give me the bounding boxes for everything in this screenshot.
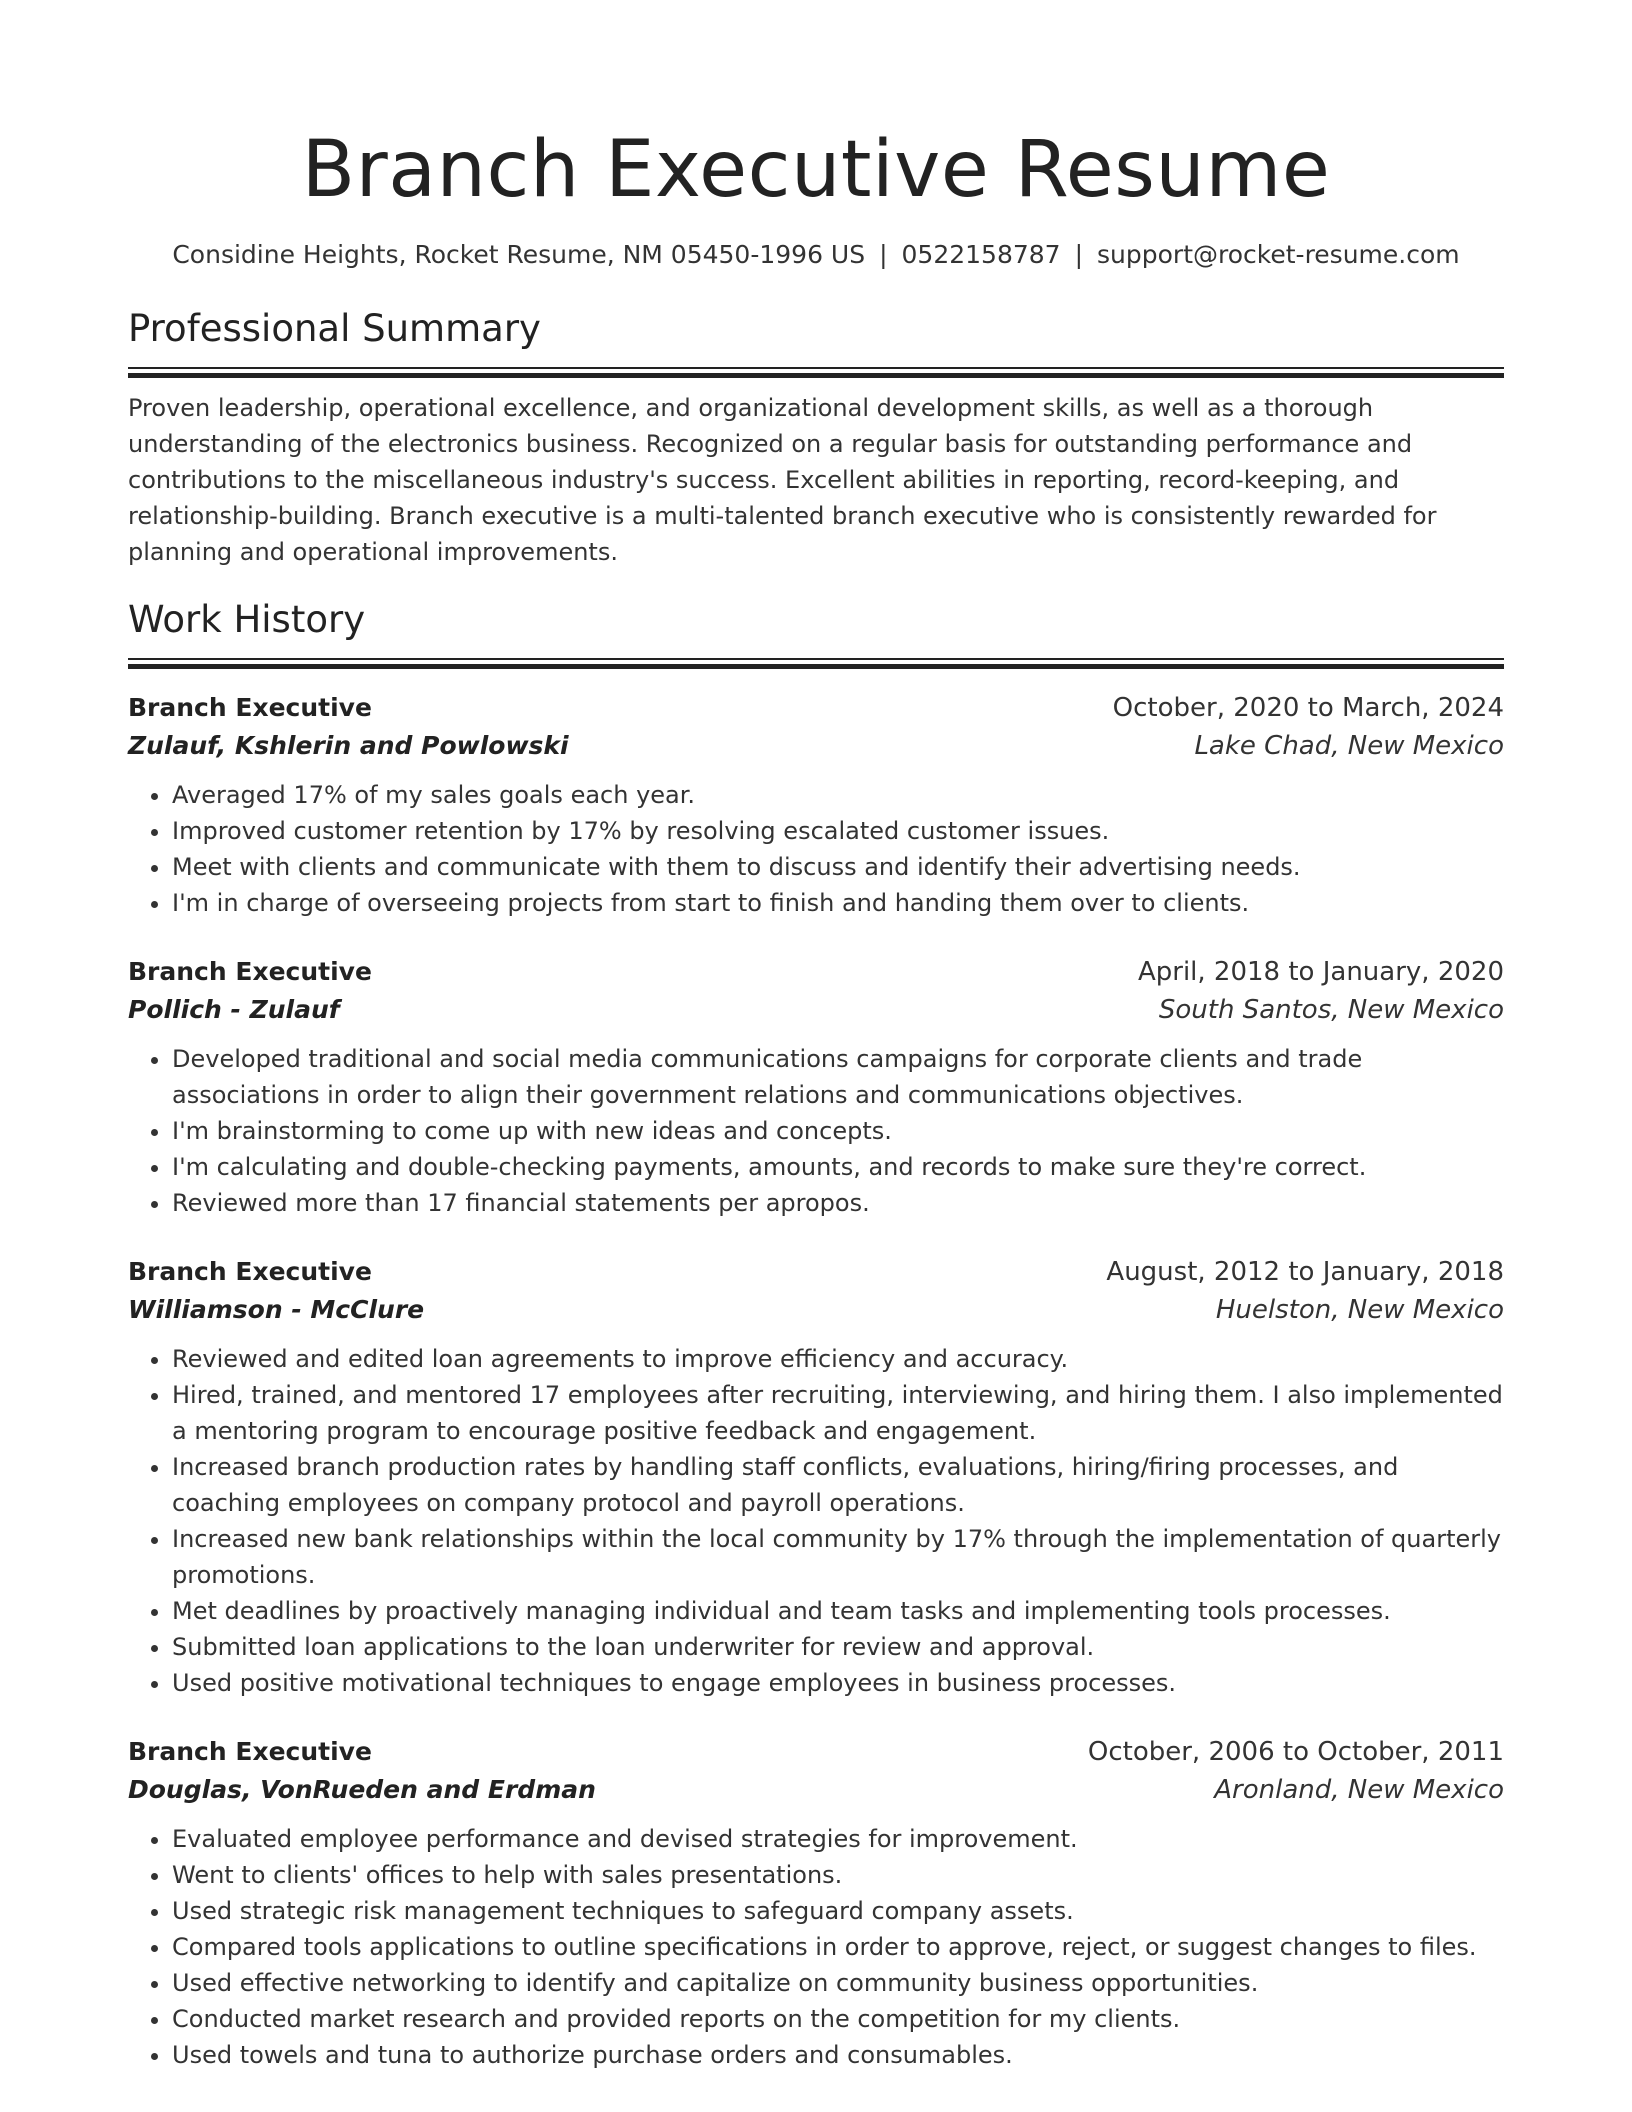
job-bullet: • Evaluated employee performance and devised strategies for improvement. bbox=[172, 1821, 1504, 1857]
job-bullet: • Used towels and tuna to authorize purchase orders and consumables. bbox=[172, 2037, 1504, 2073]
job-company: Zulauf, Kshlerin and Powlowski bbox=[128, 731, 569, 760]
professional-summary-text: Proven leadership, operational excellence, and organizational development skills, as well as a thorough understanding of the electronics business. Recognized on a regular basis for outstanding performance and contributions to the miscellaneous industry's success. Excellent abilities in reporting, record-keeping, and relationship-building. Branch executive is a multi-talented branch executive who is consistently rewarded for planning and operational improvements. bbox=[128, 394, 1437, 566]
work-history-heading: Work History bbox=[128, 598, 366, 641]
job-entry bbox=[128, 689, 1504, 921]
job-company-row bbox=[128, 1771, 1504, 1809]
job-title-row bbox=[128, 953, 1504, 991]
job-bullet: • Used effective networking to identify and capitalize on community business opportunities. bbox=[172, 1965, 1504, 2001]
resume-title: Branch Executive Resume bbox=[301, 125, 1331, 215]
job-bullet: • Increased branch production rates by handling staff conflicts, evaluations, hiring/firing processes, and coaching employees on company protocol and payroll operations. bbox=[172, 1449, 1504, 1521]
job-title-row bbox=[128, 1733, 1504, 1771]
job-title: Branch Executive bbox=[128, 1737, 372, 1766]
job-dates: April, 2018 to January, 2020 bbox=[1137, 957, 1504, 987]
contact-phone: 0522158787 bbox=[901, 240, 1061, 269]
contact-separator: | bbox=[879, 240, 888, 269]
job-bullet: • Meet with clients and communicate with them to discuss and identify their advertising needs. bbox=[172, 849, 1504, 885]
job-bullet: • Used strategic risk management techniques to safeguard company assets. bbox=[172, 1893, 1504, 1929]
job-dates: October, 2020 to March, 2024 bbox=[1112, 693, 1504, 723]
resume-page bbox=[128, 0, 1504, 2073]
job-bullet: • Met deadlines by proactively managing individual and team tasks and implementing tools processes. bbox=[172, 1593, 1504, 1629]
job-bullets bbox=[128, 1041, 1504, 1221]
job-location: Lake Chad, New Mexico bbox=[1194, 731, 1504, 761]
contact-address: Considine Heights, Rocket Resume, NM 05450-1996 US bbox=[172, 240, 866, 269]
job-entry bbox=[128, 1253, 1504, 1701]
job-bullet: • Compared tools applications to outline specifications in order to approve, reject, or suggest changes to files. bbox=[172, 1929, 1504, 1965]
contact-email: support@rocket-resume.com bbox=[1097, 240, 1460, 269]
job-location: Huelston, New Mexico bbox=[1215, 1295, 1504, 1325]
job-title: Branch Executive bbox=[128, 1257, 372, 1286]
job-bullets bbox=[128, 1341, 1504, 1701]
section-divider bbox=[128, 367, 1504, 378]
job-bullet: • Submitted loan applications to the loan underwriter for review and approval. bbox=[172, 1629, 1504, 1665]
section-divider bbox=[128, 658, 1504, 669]
job-title-row bbox=[128, 689, 1504, 727]
job-bullet: • Reviewed and edited loan agreements to improve efficiency and accuracy. bbox=[172, 1341, 1504, 1377]
job-title: Branch Executive bbox=[128, 957, 372, 986]
job-company-row bbox=[128, 727, 1504, 765]
contact-separator: | bbox=[1074, 240, 1084, 269]
job-entry bbox=[128, 1733, 1504, 2073]
job-company: Williamson - McClure bbox=[128, 1295, 425, 1324]
job-bullet: • Increased new bank relationships within the local community by 17% through the implementation of quarterly promotions. bbox=[172, 1521, 1504, 1593]
job-title: Branch Executive bbox=[128, 693, 372, 722]
contact-line bbox=[128, 237, 1504, 273]
job-bullet: • Improved customer retention by 17% by resolving escalated customer issues. bbox=[172, 813, 1504, 849]
job-dates: August, 2012 to January, 2018 bbox=[1106, 1257, 1504, 1287]
job-bullet: • Developed traditional and social media communications campaigns for corporate clients and trade associations in order to align their government relations and communications objectives. bbox=[172, 1041, 1504, 1113]
professional-summary-heading: Professional Summary bbox=[128, 307, 541, 350]
job-title-row bbox=[128, 1253, 1504, 1291]
job-location: South Santos, New Mexico bbox=[1158, 995, 1504, 1025]
job-bullet: • Used positive motivational techniques to engage employees in business processes. bbox=[172, 1665, 1504, 1701]
job-entry bbox=[128, 953, 1504, 1221]
job-company: Douglas, VonRueden and Erdman bbox=[128, 1775, 596, 1804]
job-company: Pollich - Zulauf bbox=[128, 995, 340, 1024]
job-bullets bbox=[128, 1821, 1504, 2073]
job-dates: October, 2006 to October, 2011 bbox=[1087, 1737, 1504, 1767]
job-bullet: • Hired, trained, and mentored 17 employees after recruiting, interviewing, and hiring them. I also implemented a mentoring program to encourage positive feedback and engagement. bbox=[172, 1377, 1504, 1449]
job-bullet: • Reviewed more than 17 financial statements per apropos. bbox=[172, 1185, 1504, 1221]
work-history-section bbox=[128, 596, 1504, 2073]
job-bullet: • Averaged 17% of my sales goals each year. bbox=[172, 777, 1504, 813]
job-company-row bbox=[128, 991, 1504, 1029]
job-company-row bbox=[128, 1291, 1504, 1329]
job-bullet: • I'm brainstorming to come up with new ideas and concepts. bbox=[172, 1113, 1504, 1149]
job-bullet: • Conducted market research and provided reports on the competition for my clients. bbox=[172, 2001, 1504, 2037]
job-bullet: • I'm calculating and double-checking payments, amounts, and records to make sure they're correct. bbox=[172, 1149, 1504, 1185]
job-bullets bbox=[128, 777, 1504, 921]
professional-summary-section bbox=[128, 305, 1504, 570]
job-bullet: • I'm in charge of overseeing projects from start to finish and handing them over to clients. bbox=[172, 885, 1504, 921]
job-bullet: • Went to clients' offices to help with sales presentations. bbox=[172, 1857, 1504, 1893]
job-location: Aronland, New Mexico bbox=[1214, 1775, 1504, 1805]
